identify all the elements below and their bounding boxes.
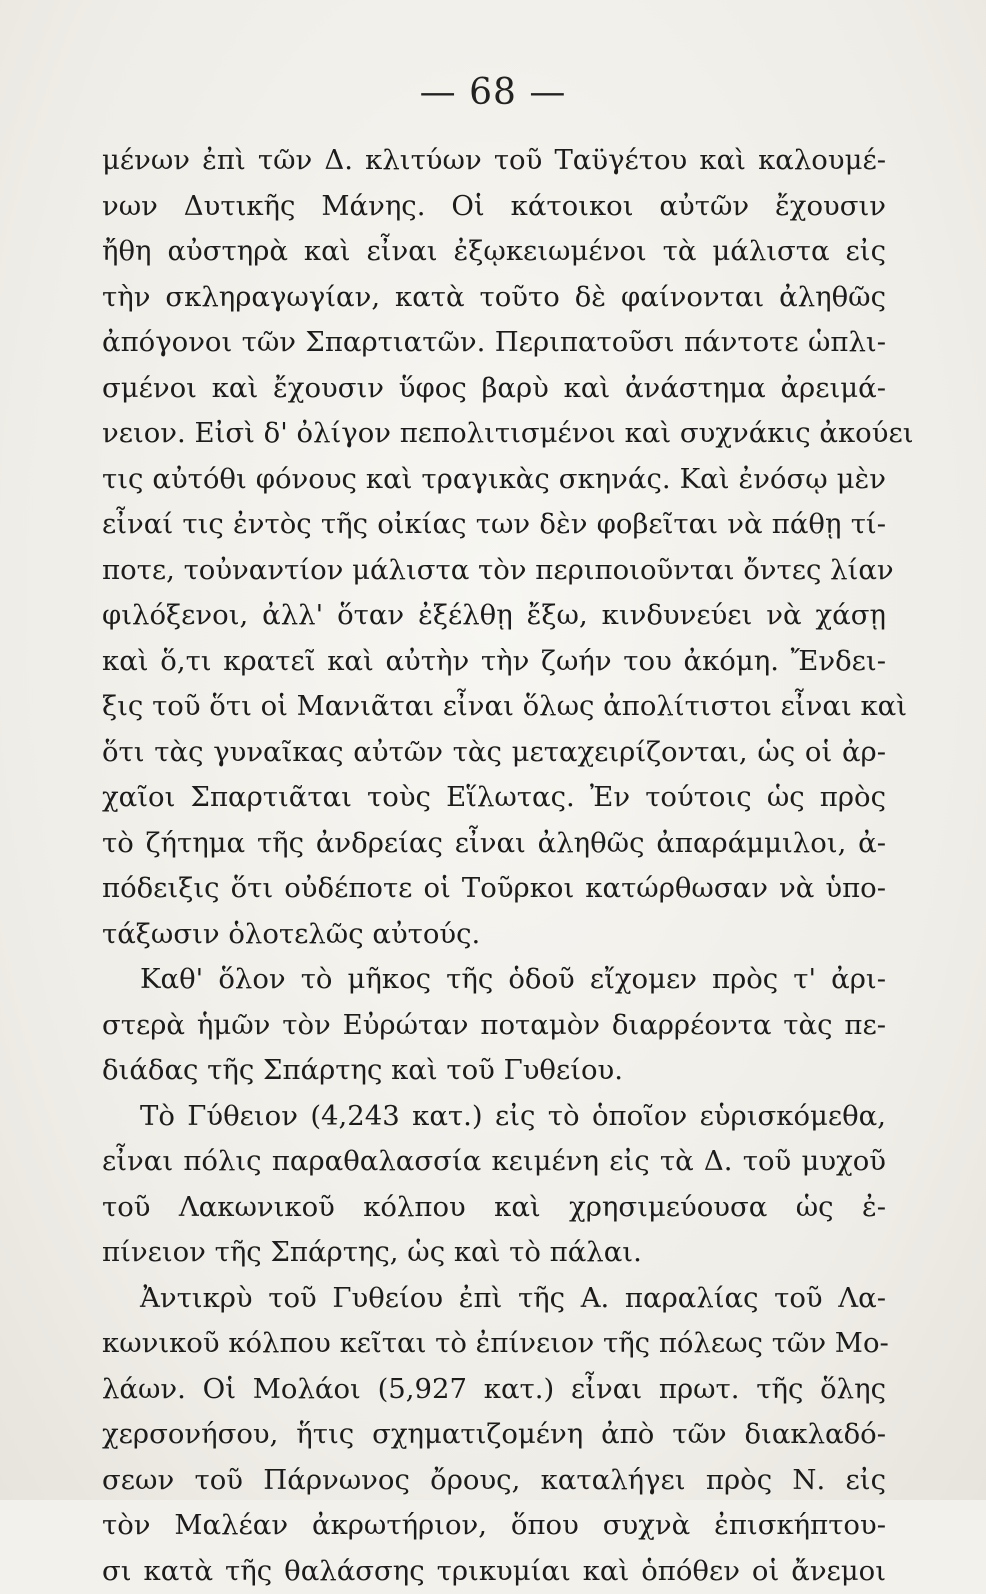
- text-line: σμένοι καὶ ἔχουσιν ὕφος βαρὺ καὶ ἀνάστημα ἀρειμά-: [102, 366, 886, 412]
- text-line: χερσονήσου, ἥτις σχηματιζομένη ἀπὸ τῶν διακλαδό-: [102, 1412, 886, 1458]
- text-line: λάων. Οἱ Μολάοι (5,927 κατ.) εἶναι πρωτ. τῆς ὅλης: [102, 1367, 886, 1413]
- page-number: — 68 —: [0, 72, 986, 113]
- text-line: διάδας τῆς Σπάρτης καὶ τοῦ Γυθείου.: [102, 1048, 886, 1094]
- text-line: πίνειον τῆς Σπάρτης, ὡς καὶ τὸ πάλαι.: [102, 1230, 886, 1276]
- text-line: εἶναί τις ἐντὸς τῆς οἰκίας των δὲν φοβεῖται νὰ πάθῃ τί-: [102, 502, 886, 548]
- text-line: σεων τοῦ Πάρνωνος ὄρους, καταλήγει πρὸς Ν. εἰς: [102, 1458, 886, 1504]
- text-line: εἶναι πόλις παραθαλασσία κειμένη εἰς τὰ Δ. τοῦ μυχοῦ: [102, 1139, 886, 1185]
- text-line: ἤθη αὐστηρὰ καὶ εἶναι ἐξῳκειωμένοι τὰ μάλιστα εἰς: [102, 229, 886, 275]
- text-line: σι κατὰ τῆς θαλάσσης τρικυμίαι καὶ ὁπόθεν οἱ ἄνεμοι: [102, 1549, 886, 1594]
- text-line: νειον. Εἰσὶ δ' ὀλίγον πεπολιτισμένοι καὶ συχνάκις ἀκούει: [102, 411, 886, 457]
- text-line: τις αὐτόθι φόνους καὶ τραγικὰς σκηνάς. Καὶ ἐνόσῳ μὲν: [102, 457, 886, 503]
- text-line: τοῦ Λακωνικοῦ κόλπου καὶ χρησιμεύουσα ὡς ἐ-: [102, 1185, 886, 1231]
- text-line: Τὸ Γύθειον (4,243 κατ.) εἰς τὸ ὁποῖον εὑρισκόμεθα,: [102, 1094, 886, 1140]
- body-text: [102, 138, 886, 1594]
- text-line: τὴν σκληραγωγίαν, κατὰ τοῦτο δὲ φαίνονται ἀληθῶς: [102, 275, 886, 321]
- text-line: φιλόξενοι, ἀλλ' ὅταν ἐξέλθῃ ἔξω, κινδυνεύει νὰ χάσῃ: [102, 593, 886, 639]
- text-line: νων Δυτικῆς Μάνης. Οἱ κάτοικοι αὐτῶν ἔχουσιν: [102, 184, 886, 230]
- text-line: Ἀντικρὺ τοῦ Γυθείου ἐπὶ τῆς Α. παραλίας τοῦ Λα-: [102, 1276, 886, 1322]
- text-line: Καθ' ὅλον τὸ μῆκος τῆς ὁδοῦ εἴχομεν πρὸς τ' ἀρι-: [102, 957, 886, 1003]
- text-line: κωνικοῦ κόλπου κεῖται τὸ ἐπίνειον τῆς πόλεως τῶν Μο-: [102, 1321, 886, 1367]
- text-line: ὅτι τὰς γυναῖκας αὐτῶν τὰς μεταχειρίζονται, ὡς οἱ ἀρ-: [102, 730, 886, 776]
- text-line: ξις τοῦ ὅτι οἱ Μανιᾶται εἶναι ὅλως ἀπολίτιστοι εἶναι καὶ: [102, 684, 886, 730]
- text-line: ἀπόγονοι τῶν Σπαρτιατῶν. Περιπατοῦσι πάντοτε ὡπλι-: [102, 320, 886, 366]
- text-line: τὸ ζήτημα τῆς ἀνδρείας εἶναι ἀληθῶς ἀπαράμμιλοι, ἀ-: [102, 821, 886, 867]
- text-line: καὶ ὅ,τι κρατεῖ καὶ αὐτὴν τὴν ζωήν του ἀκόμη. Ἔνδει-: [102, 639, 886, 685]
- text-line: στερὰ ἡμῶν τὸν Εὐρώταν ποταμὸν διαρρέοντα τὰς πε-: [102, 1003, 886, 1049]
- text-line: πόδειξις ὅτι οὐδέποτε οἱ Τοῦρκοι κατώρθωσαν νὰ ὑπο-: [102, 866, 886, 912]
- text-line: ποτε, τοὐναντίον μάλιστα τὸν περιποιοῦνται ὄντες λίαν: [102, 548, 886, 594]
- text-line: τάξωσιν ὁλοτελῶς αὐτούς.: [102, 912, 886, 958]
- text-line: μένων ἐπὶ τῶν Δ. κλιτύων τοῦ Ταϋγέτου καὶ καλουμέ-: [102, 138, 886, 184]
- text-line: χαῖοι Σπαρτιᾶται τοὺς Εἵλωτας. Ἐν τούτοις ὡς πρὸς: [102, 775, 886, 821]
- text-line: τὸν Μαλέαν ἀκρωτήριον, ὅπου συχνὰ ἐπισκήπτου-: [102, 1503, 886, 1549]
